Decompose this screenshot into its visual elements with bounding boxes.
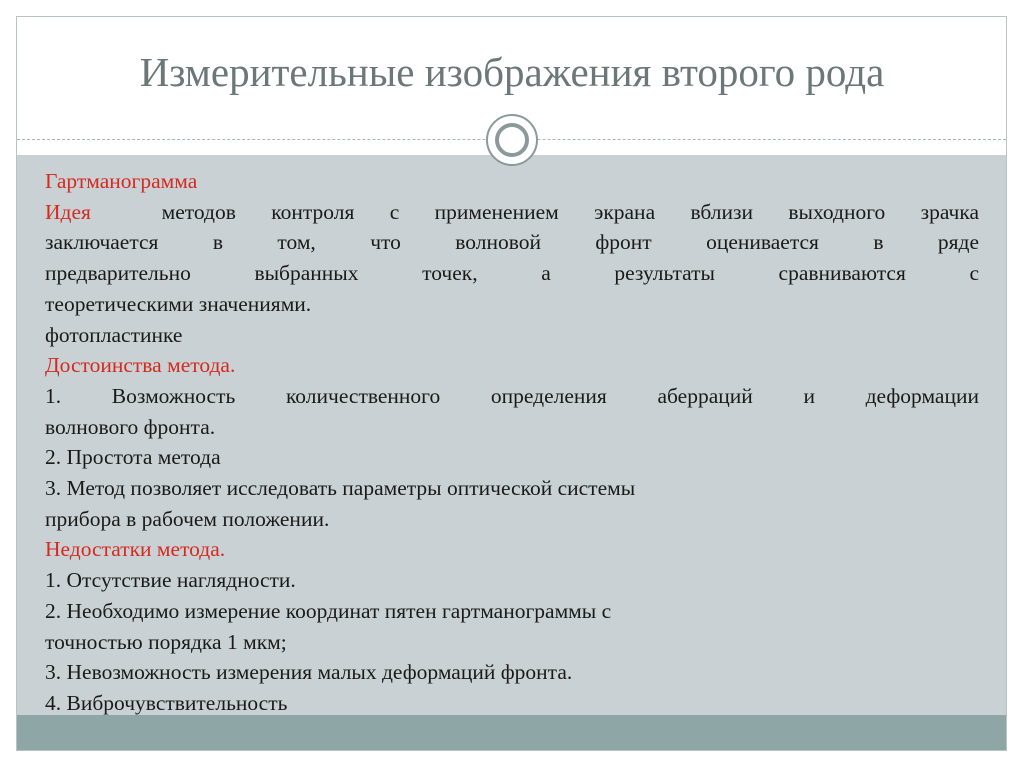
advantage-3-line-2: прибора в рабочем положении.	[45, 506, 330, 531]
advantages-heading: Достоинства метода.	[45, 353, 236, 378]
idea-line-2: заключается в том, что волновой фронт оценивается в ряде	[45, 230, 979, 255]
disadvantage-2-line-2: точностью порядка 1 мкм;	[45, 629, 287, 654]
footer-band	[17, 715, 1006, 750]
section-heading-hartmanogram: Гартманограмма	[45, 169, 198, 193]
idea-line-1	[45, 197, 979, 228]
advantage-3-line-1: 3. Метод позволяет исследовать параметры оптической системы	[45, 476, 636, 501]
idea-text-1: методов контроля с применением экрана вблизи выходного зрачка	[161, 199, 979, 224]
stray-line: фотопластинке	[45, 322, 183, 347]
idea-label: Идея	[45, 199, 91, 224]
advantage-1-line-2: волнового фронта.	[45, 414, 216, 439]
disadvantage-2-line-1: 2. Необходимо измерение координат пятен гартманограммы с	[45, 598, 612, 623]
advantage-2: 2. Простота метода	[45, 445, 221, 470]
disadvantage-3: 3. Невозможность измерения малых деформаций фронта.	[45, 660, 573, 685]
idea-line-4: теоретическими значениями.	[45, 291, 312, 316]
disadvantage-4: 4. Виброчувствительность	[45, 690, 288, 715]
slide-title: Измерительные изображения второго рода	[139, 49, 885, 95]
ring-inner-icon	[495, 123, 529, 157]
body-text	[45, 166, 979, 719]
disadvantages-heading: Недостатки метода.	[45, 537, 226, 562]
disadvantage-1: 1. Отсутствие наглядности.	[45, 568, 296, 593]
idea-line-3: предварительно выбранных точек, а результаты сравниваются с	[45, 261, 979, 286]
advantage-1-line-1: 1. Возможность количественного определения аберраций и деформации	[45, 383, 979, 408]
ring-icon	[486, 114, 538, 166]
